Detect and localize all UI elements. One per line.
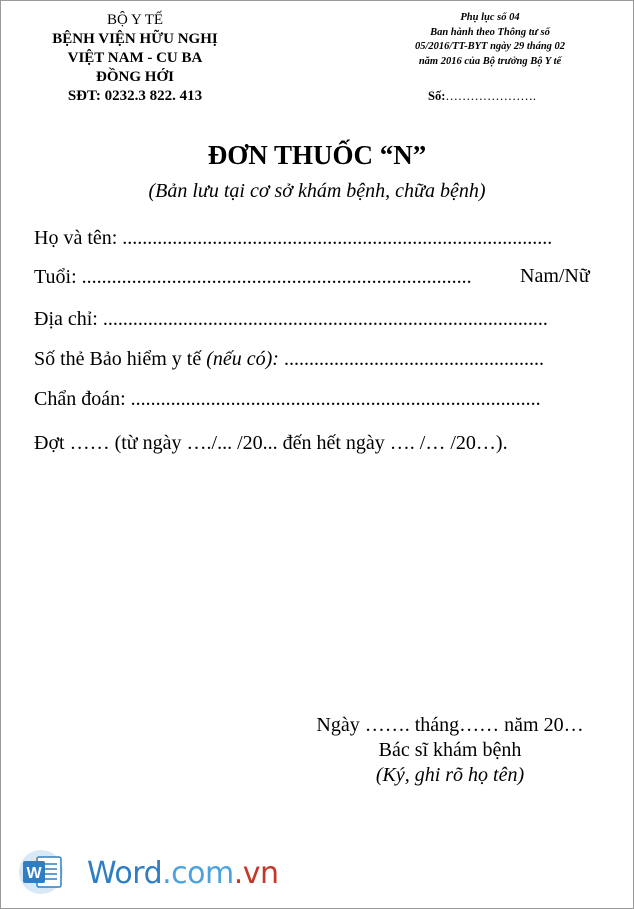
logo-vn: .vn xyxy=(233,856,279,891)
document-title: ĐƠN THUỐC “N” xyxy=(207,140,427,170)
signature-doctor: Bác sĩ khám bệnh xyxy=(378,739,522,761)
logo-word: Word xyxy=(87,856,163,891)
field-batch: Đợt …… (từ ngày …./... /20... đến hết ngày …. /… /20…). xyxy=(34,432,508,454)
insurance-dots: .................................................... xyxy=(278,348,544,370)
logo-text xyxy=(87,856,279,891)
appendix-line4: năm 2016 của Bộ trưởng Bộ Y tế xyxy=(418,55,562,67)
field-name: Họ và tên: ...................................................................................... xyxy=(34,227,553,249)
insurance-label: Số thẻ Bảo hiểm y tế xyxy=(34,348,207,370)
field-insurance xyxy=(34,347,544,371)
hospital-name-line3: ĐỒNG HỚI xyxy=(96,69,174,85)
field-address: Địa chỉ: ......................................................................................... xyxy=(34,308,548,330)
appendix-line1: Phụ lục số 04 xyxy=(460,12,520,23)
hospital-name-line2: VIỆT NAM - CU BA xyxy=(67,50,203,66)
document-number xyxy=(428,89,536,104)
hospital-phone: SĐT: 0232.3 822. 413 xyxy=(67,88,203,104)
header-right xyxy=(395,11,585,69)
word-icon xyxy=(17,848,71,896)
field-gender: Nam/Nữ xyxy=(520,265,590,287)
logo-com: .com xyxy=(162,856,234,891)
insurance-note: (nếu có): xyxy=(206,348,279,370)
signature-date: Ngày ……. tháng…… năm 20… xyxy=(316,714,584,736)
field-diagnosis: Chẩn đoán: .................................................................................. xyxy=(34,388,541,410)
document-subtitle: (Bản lưu tại cơ sở khám bệnh, chữa bệnh) xyxy=(148,180,486,202)
header-left xyxy=(20,11,250,106)
appendix-line3: 05/2016/TT-BYT ngày 29 tháng 02 xyxy=(414,41,566,52)
field-age: Tuổi: .............................................................................. xyxy=(34,266,472,288)
word-icon-letter: W xyxy=(26,865,42,882)
appendix-line2: Ban hành theo Thông tư số xyxy=(430,26,550,38)
hospital-name-line1: BỆNH VIỆN HỮU NGHỊ xyxy=(52,31,218,47)
document-number-dots: …………………. xyxy=(445,89,536,103)
document-number-label: Số: xyxy=(428,89,446,103)
ministry-name: BỘ Y TẾ xyxy=(106,12,164,28)
site-logo xyxy=(17,848,279,896)
signature-note: (Ký, ghi rõ họ tên) xyxy=(375,764,525,786)
